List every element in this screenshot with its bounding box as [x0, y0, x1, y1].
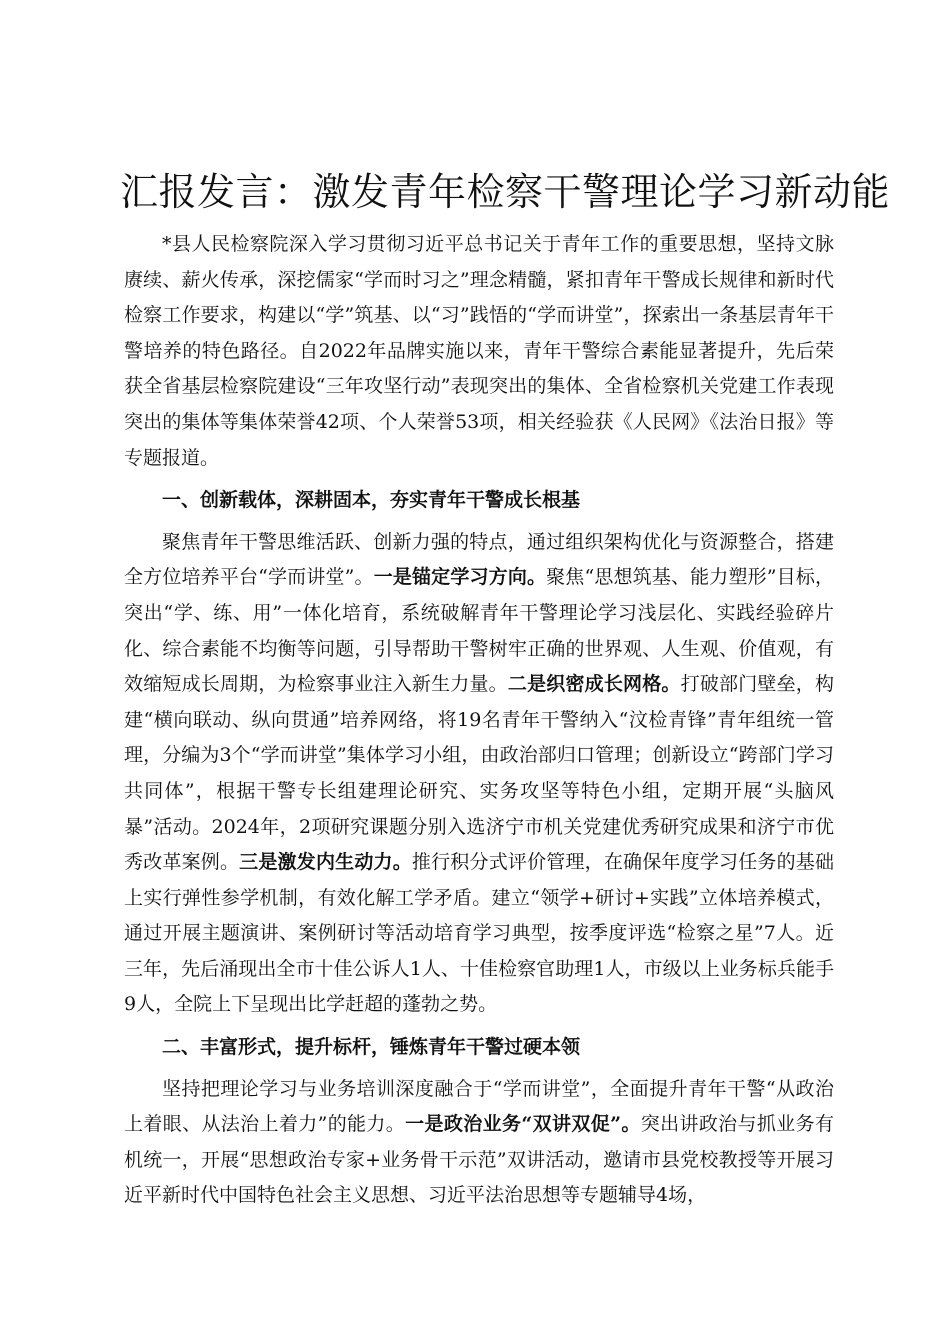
section-1-text: 聚焦“思想筑基、能力塑形”目标，突出“学、练、用”一体化培育，系统破解青年干警理论学习浅层化、实践经验碎片化、综合素能不均衡等问题，引导帮助干警树牢正确的世界观、人生观、价值观，有效缩短成长周期，为检察事业注入新生力量。: [124, 566, 834, 696]
section-2-point-1: 一是政治业务“双讲双促”。: [405, 1113, 641, 1136]
section-1-text: 聚焦青年干警思维活跃、创新力强的特点，通过组织架构优化与资源整合，搭建全方位培养平台“学而讲堂”。: [124, 530, 834, 589]
section-1-point-3: 三是激发内生动力。: [239, 851, 412, 874]
intro-paragraph: *县人民检察院深入学习贯彻习近平总书记关于青年工作的重要思想，坚持文脉赓续、薪火传承，深挖儒家“学而时习之”理念精髓，紧扣青年干警成长规律和新时代检察工作要求，构建以“学”筑基、以“习”践悟的“学而讲堂”，探索出一条基层青年干警培养的特色路径。自2022年品牌实施以来，青年干警综合素能显著提升，先后荣获全省基层检察院建设“三年攻坚行动”表现突出的集体、全省检察机关党建工作表现突出的集体等集体荣誉42项、个人荣誉53项，相关经验获《人民网》《法治日报》等专题报道。: [124, 233, 834, 469]
section-1-text: 推行积分式评价管理，在确保年度学习任务的基础上实行弹性参学机制，有效化解工学矛盾。建立“领学+研讨+实践”立体培养模式，通过开展主题演讲、案例研讨等活动培育学习典型，按季度评选“检察之星”7人。近三年，先后涌现出全市十佳公诉人1人、十佳检察官助理1人，市级以上业务标兵能手9人，全院上下呈现出比学赶超的蓬勃之势。: [124, 851, 834, 1016]
section-1-point-2: 二是织密成长网格。: [507, 673, 681, 696]
section-1-point-1: 一是锚定学习方向。: [373, 566, 547, 589]
section-2-heading: 二、丰富形式，提升标杆，锤炼青年干警过硬本领: [162, 1036, 581, 1059]
section-2-paragraph: [124, 1072, 834, 1214]
document-title: 汇报发言：激发青年检察干警理论学习新动能: [120, 170, 891, 214]
section-2-text: 坚持把理论学习与业务培训深度融合于“学而讲堂”，全面提升青年干警“从政治上着眼、从法治上着力”的能力。: [124, 1077, 834, 1136]
section-1-text: 打破部门壁垒，构建“横向联动、纵向贯通”培养网络，将19名青年干警纳入“汶检青锋”青年组统一管理，分编为3个“学而讲堂”集体学习小组，由政治部归口管理；创新设立“跨部门学习共同体”，根据干警专长组建理论研究、实务攻坚等特色小组，定期开展“头脑风暴”活动。2024年，2项研究课题分别入选济宁市机关党建优秀研究成果和济宁市优秀改革案例。: [124, 673, 834, 874]
section-1-paragraph: [124, 525, 834, 1023]
document-body: [124, 227, 834, 1214]
section-2-text: 突出讲政治与抓业务有机统一，开展“思想政治专家+业务骨干示范”双讲活动，邀请市县党校教授等开展习近平新时代中国特色社会主义思想、习近平法治思想等专题辅导4场，: [124, 1113, 834, 1207]
section-1-heading: 一、创新载体，深耕固本，夯实青年干警成长根基: [162, 489, 581, 512]
